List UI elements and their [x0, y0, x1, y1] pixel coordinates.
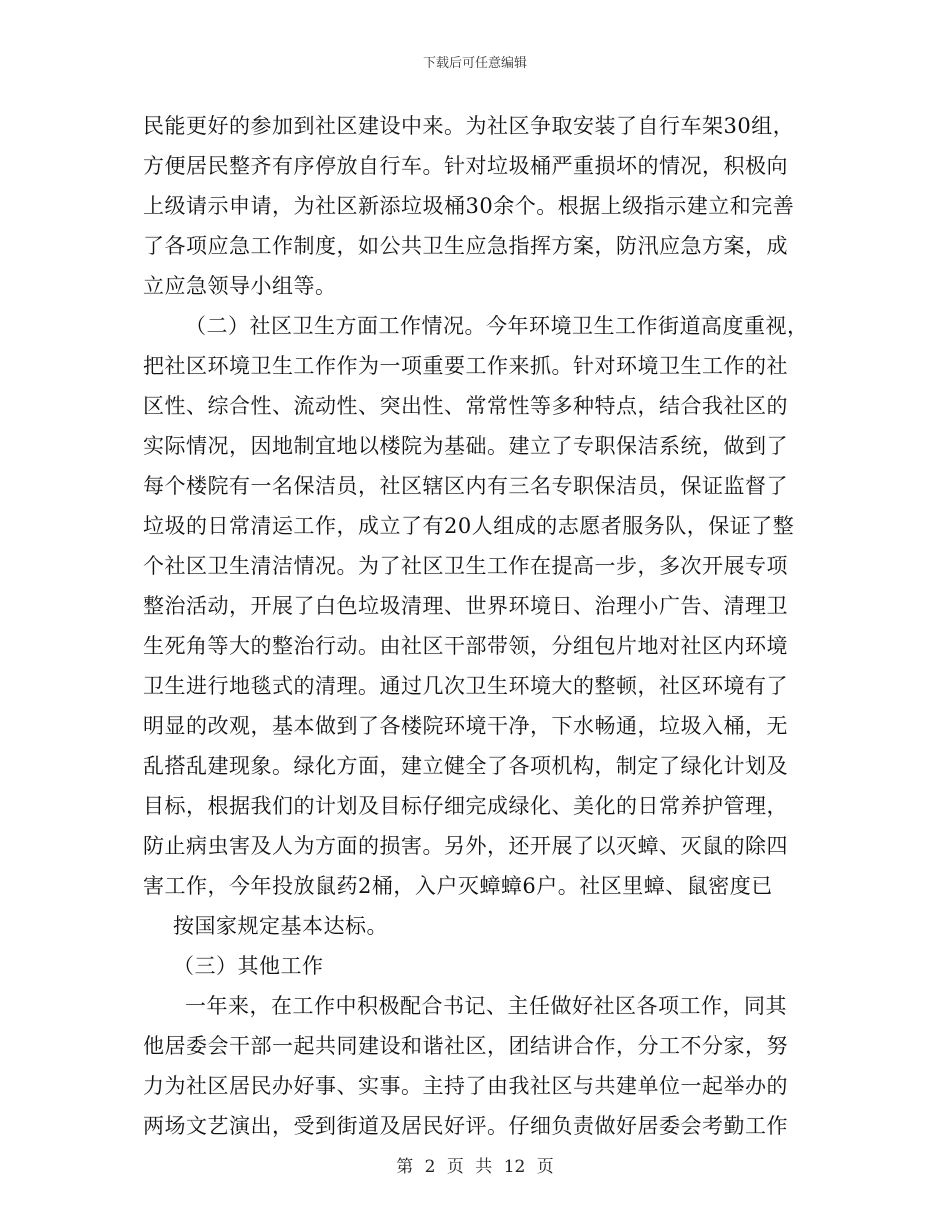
body-line: 了各项应急工作制度，如公共卫生应急指挥方案，防汛应急方案，成 [143, 234, 788, 258]
body-line: 区性、综合性、流动性、突出性、常常性等多种特点，结合我社区的 [143, 394, 788, 418]
body-line: 实际情况，因地制宜地以楼院为基础。建立了专职保洁系统，做到了 [143, 434, 788, 458]
body-line: 垃圾的日常清运工作，成立了有20人组成的志愿者服务队，保证了整 [143, 514, 795, 538]
body-line: 一年来，在工作中积极配合书记、主任做好社区各项工作，同其 [185, 994, 787, 1018]
body-line: 个社区卫生清洁情况。为了社区卫生工作在提高一步，多次开展专项 [143, 554, 788, 578]
body-line: 立应急领导小组等。 [143, 274, 337, 298]
body-line: 两场文艺演出，受到街道及居民好评。仔细负责做好居委会考勤工作 [143, 1114, 788, 1138]
body-line: 上级请示申请，为社区新添垃圾桶30余个。根据上级指示建立和完善 [143, 194, 795, 218]
body-line: 把社区环境卫生工作作为一项重要工作来抓。针对环境卫生工作的社 [143, 354, 788, 378]
body-line: 害工作，今年投放鼠药2桶，入户灭蟑蟑6户。社区里蟑、鼠密度已 [143, 874, 773, 898]
body-line: 生死角等大的整治行动。由社区干部带领，分组包片地对社区内环境 [143, 634, 788, 658]
page-header: 下载后可任意编辑 [422, 56, 527, 71]
body-line: 按国家规定基本达标。 [173, 914, 388, 938]
page-footer: 第 2 页 共 12 页 [396, 1157, 554, 1177]
body-line: （三）其他工作 [173, 954, 324, 978]
body-line: 整治活动，开展了白色垃圾清理、世界环境日、治理小广告、清理卫 [143, 594, 788, 618]
body-line: 明显的改观，基本做到了各楼院环境干净，下水畅通，垃圾入桶，无 [143, 714, 788, 738]
body-line: 乱搭乱建现象。绿化方面，建立健全了各项机构，制定了绿化计划及 [143, 754, 788, 778]
body-line: 每个楼院有一名保洁员，社区辖区内有三名专职保洁员，保证监督了 [143, 474, 788, 498]
body-line: （二）社区卫生方面工作情况。今年环境卫生工作街道高度重视， [185, 314, 809, 338]
body-line: 民能更好的参加到社区建设中来。为社区争取安装了自行车架30组， [143, 114, 795, 138]
body-line: 方便居民整齐有序停放自行车。针对垃圾桶严重损坏的情况，积极向 [143, 154, 788, 178]
body-line: 防止病虫害及人为方面的损害。另外，还开展了以灭蟑、灭鼠的除四 [143, 834, 788, 858]
body-line: 目标，根据我们的计划及目标仔细完成绿化、美化的日常养护管理， [143, 794, 788, 818]
body-line: 卫生进行地毯式的清理。通过几次卫生环境大的整顿，社区环境有了 [143, 674, 788, 698]
body-line: 他居委会干部一起共同建设和谐社区，团结讲合作，分工不分家，努 [143, 1034, 788, 1058]
body-line: 力为社区居民办好事、实事。主持了由我社区与共建单位一起举办的 [143, 1074, 788, 1098]
document-body [143, 106, 813, 1146]
